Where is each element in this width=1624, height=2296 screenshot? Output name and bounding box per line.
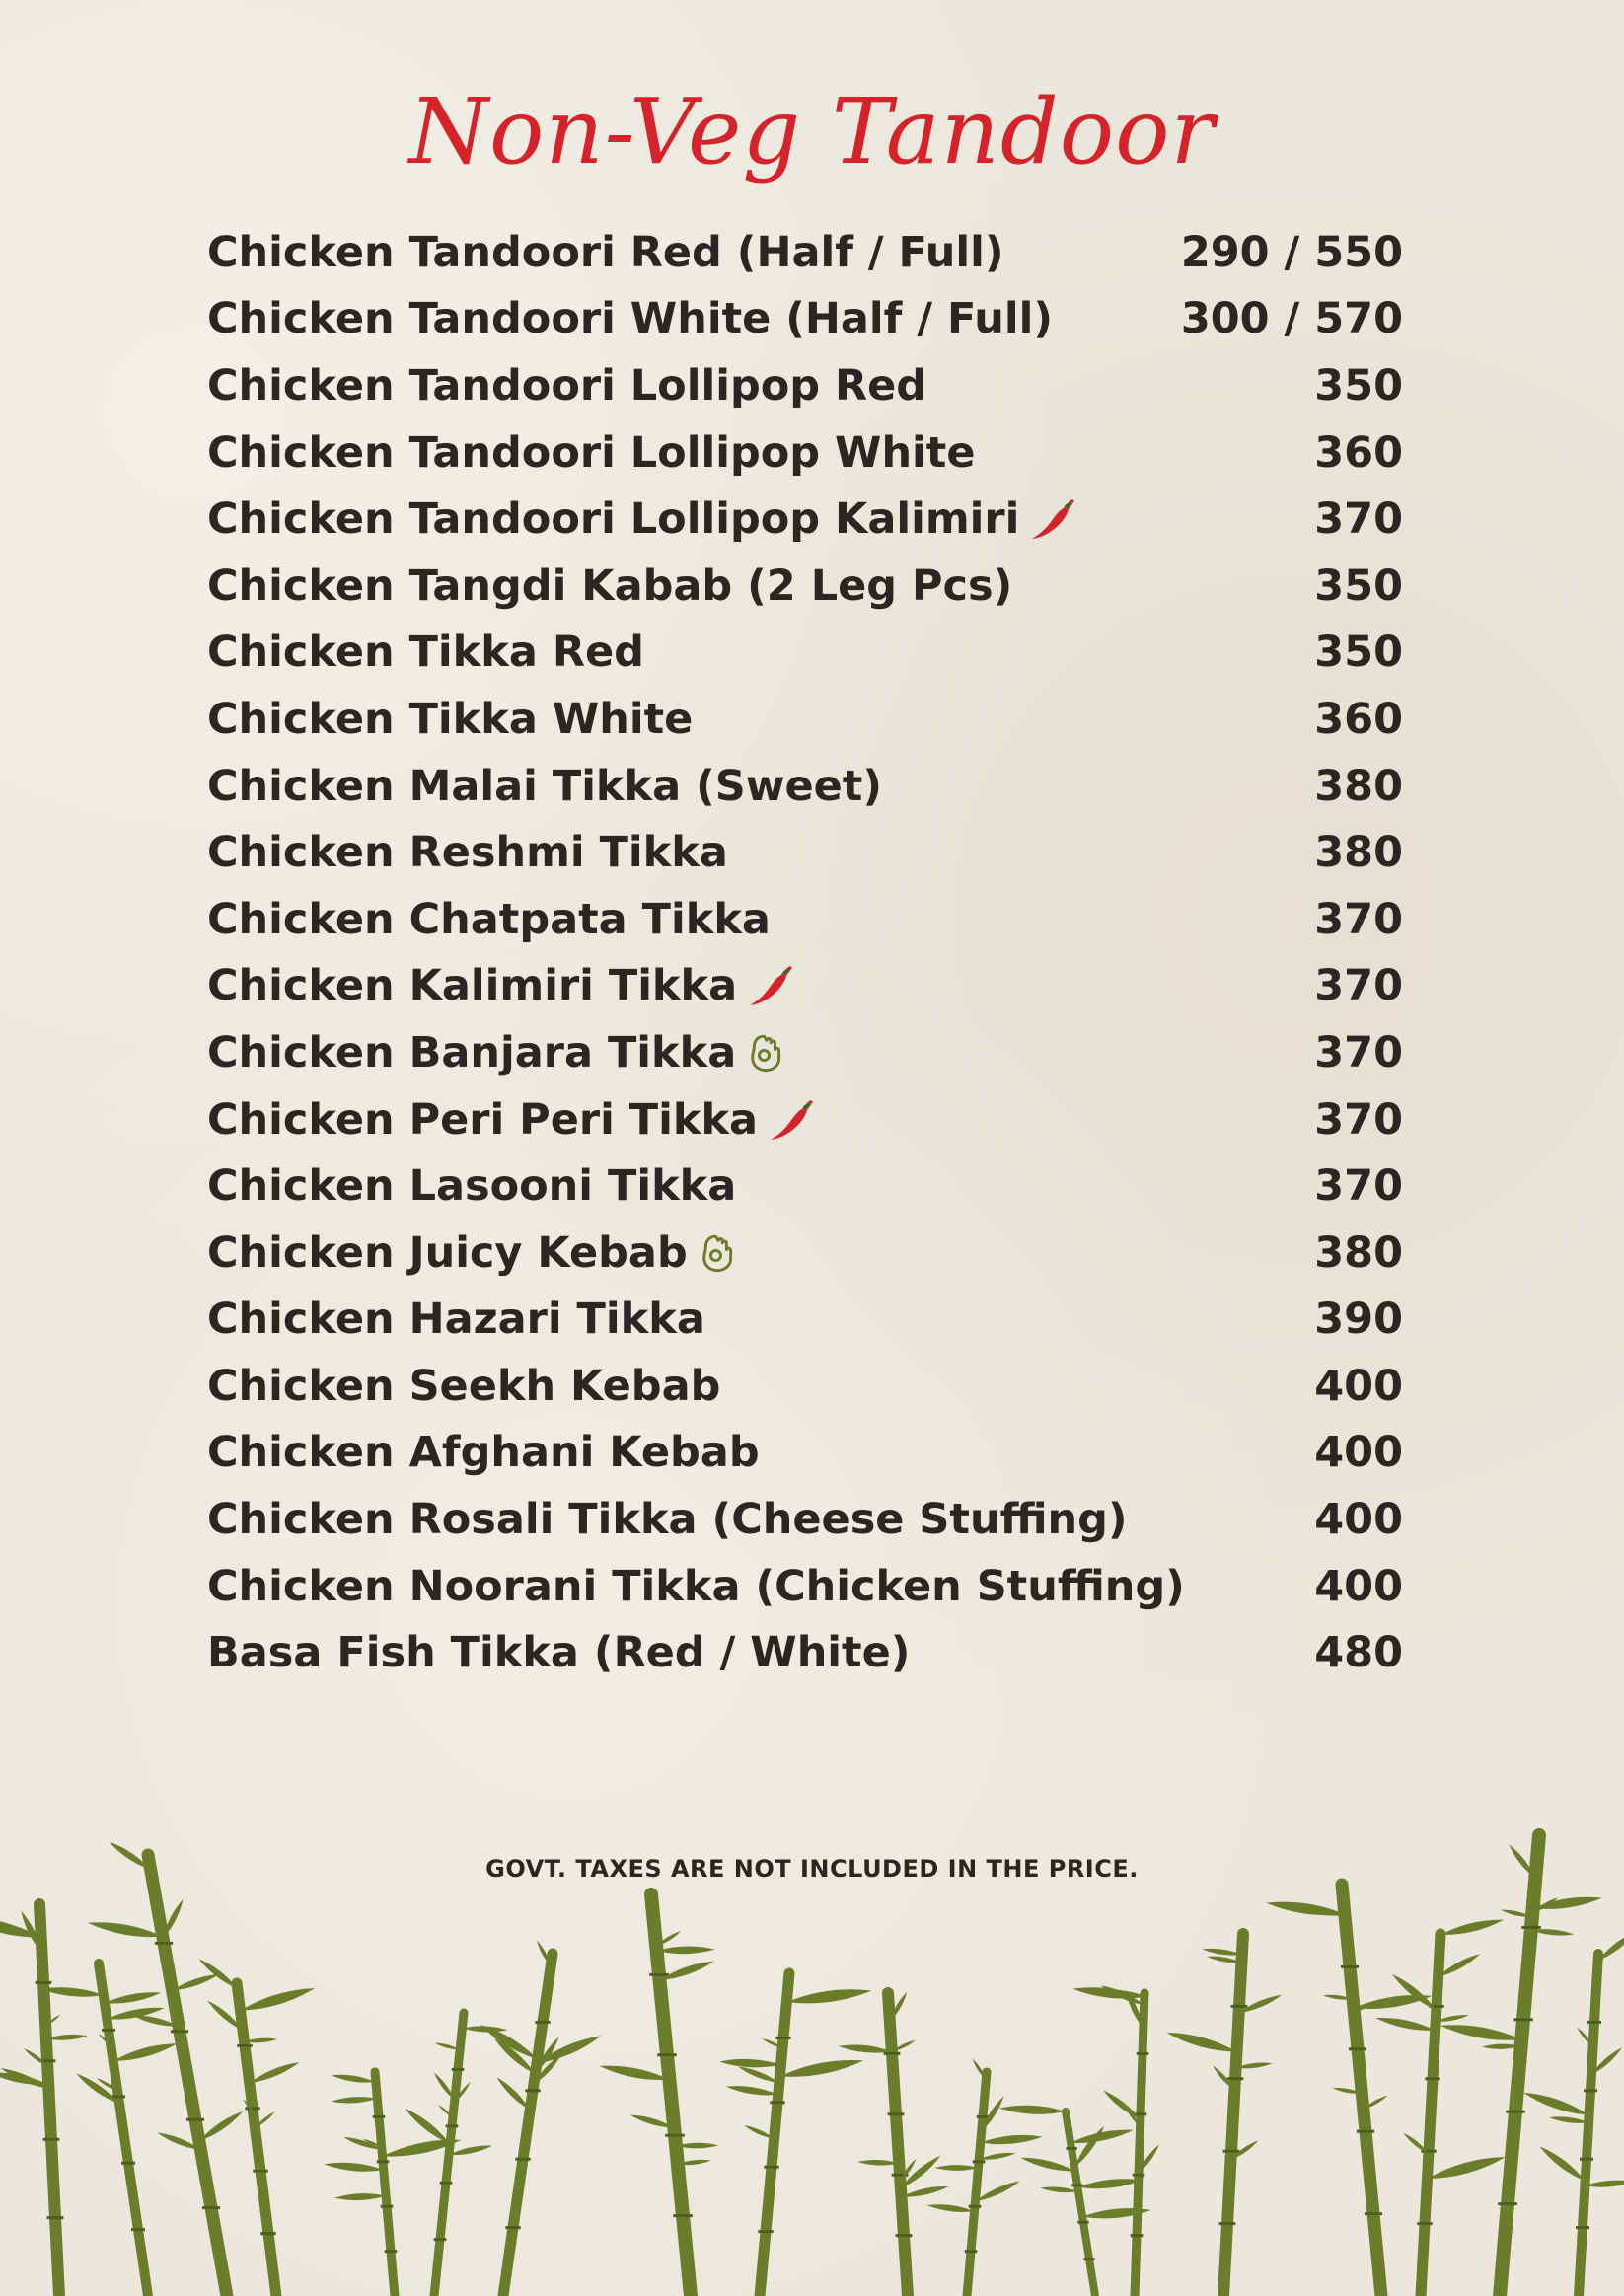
- bamboo-stalk: [503, 1954, 553, 2296]
- bamboo-leaf: [738, 2066, 779, 2083]
- menu-item-name-wrap: [207, 1428, 760, 1477]
- bamboo-leaf: [405, 2109, 450, 2144]
- menu-item-name-wrap: [207, 1362, 720, 1411]
- bamboo-leaf: [250, 2062, 300, 2083]
- menu-item-price: 370: [1314, 1027, 1403, 1077]
- menu-item: [207, 1086, 1403, 1153]
- menu-item-name: Chicken Tandoori White (Half / Full): [207, 294, 1053, 344]
- bamboo-leaf: [449, 2145, 492, 2155]
- menu-item-price: 370: [1314, 1161, 1403, 1212]
- bamboo-leaf: [324, 2163, 383, 2172]
- menu-item-name-wrap: [207, 561, 1012, 611]
- menu-item-name-wrap: [207, 1562, 1185, 1611]
- bamboo-leaf: [901, 2186, 948, 2197]
- bamboo-leaf: [434, 2072, 455, 2100]
- menu-item-name: Chicken Lasooni Tikka: [207, 1161, 737, 1212]
- menu-item-name-wrap: [207, 428, 976, 478]
- bamboo-leaf: [926, 2204, 974, 2212]
- bamboo-leaf: [981, 2135, 1043, 2144]
- bamboo-leaf: [1523, 2093, 1589, 2115]
- menu-item-price: 390: [1314, 1295, 1403, 1345]
- menu-item-price: 370: [1314, 961, 1403, 1011]
- bamboo-leaf: [599, 2066, 669, 2080]
- bamboo-stalk: [375, 2072, 395, 2296]
- menu-item-price: 380: [1314, 1227, 1403, 1278]
- bamboo-leaf: [1440, 2025, 1522, 2040]
- menu-item-name-wrap: [207, 361, 926, 410]
- bamboo-leaf: [857, 2160, 899, 2166]
- menu-item: [207, 753, 1403, 820]
- tax-note: GOVT. TAXES ARE NOT INCLUDED IN THE PRICE.: [485, 1855, 1139, 1883]
- bamboo-leaf: [1427, 2157, 1505, 2179]
- bamboo-stalk: [651, 1894, 691, 2296]
- bamboo-stalk: [1500, 1835, 1539, 2296]
- bamboo-stalk: [888, 1993, 908, 2296]
- menu-item-price: 380: [1314, 828, 1403, 878]
- chili-icon: [768, 1096, 817, 1144]
- menu-item-name: Chicken Tandoori Lollipop White: [207, 427, 976, 478]
- menu-item-price: 400: [1314, 1495, 1403, 1545]
- bamboo-stalk: [1421, 1934, 1440, 2296]
- bamboo-leaf: [1585, 2181, 1624, 2187]
- menu-item-name: Chicken Tandoori Lollipop Kalimiri: [207, 494, 1020, 545]
- chili-icon: [1029, 495, 1078, 543]
- bamboo-leaf: [198, 1959, 237, 1988]
- menu-item: [207, 953, 1403, 1020]
- menu-item-name: Chicken Tikka White: [207, 694, 694, 744]
- bamboo-leaf: [1375, 2018, 1435, 2031]
- menu-item-name-wrap: [207, 628, 644, 677]
- bamboo-leaf: [40, 1987, 103, 1996]
- menu-item-name: Chicken Kalimiri Tikka: [207, 961, 738, 1011]
- menu-item-name-wrap: [207, 228, 1004, 277]
- bamboo-stalk: [967, 2072, 987, 2296]
- menu-item-name-wrap: [207, 1095, 817, 1145]
- bamboo-leaf: [105, 1992, 161, 2003]
- menu-item-name-wrap: [207, 762, 882, 811]
- menu-item-price: 400: [1314, 1428, 1403, 1478]
- bamboo-leaf: [1440, 1920, 1505, 1935]
- bamboo-leaf: [163, 1899, 183, 1939]
- menu-item: [207, 553, 1403, 620]
- bamboo-leaf: [46, 2035, 88, 2040]
- menu-list: [207, 219, 1403, 1686]
- bamboo-stalk: [1135, 1993, 1144, 2296]
- menu-item-price: 400: [1314, 1561, 1403, 1611]
- menu-item-name-wrap: [207, 294, 1053, 343]
- menu-item: [207, 1420, 1403, 1487]
- bamboo-leaf: [113, 2043, 178, 2061]
- menu-item: [207, 886, 1403, 953]
- menu-item-price: 370: [1314, 494, 1403, 545]
- bamboo-leaf: [88, 1922, 163, 1937]
- bamboo-leaf: [975, 2181, 1019, 2201]
- bamboo-leaf: [657, 1946, 715, 1954]
- menu-item-name: Chicken Reshmi Tikka: [207, 828, 728, 878]
- menu-item: [207, 1152, 1403, 1220]
- menu-item-name: Chicken Banjara Tikka: [207, 1027, 737, 1077]
- menu-item-name-wrap: [207, 1161, 736, 1211]
- menu-item-name-wrap: [207, 1028, 795, 1077]
- bamboo-leaf: [107, 2008, 164, 2020]
- menu-item: [207, 1287, 1403, 1354]
- ok-hand-icon: [746, 1029, 795, 1076]
- menu-item-name: Chicken Afghani Kebab: [207, 1428, 760, 1478]
- menu-item-name-wrap: [207, 1495, 1128, 1544]
- bamboo-leaf: [1103, 2090, 1141, 2119]
- menu-title: Non-Veg Tandoor: [408, 79, 1216, 185]
- menu-item-price: 370: [1314, 894, 1403, 944]
- menu-item-price: 380: [1314, 761, 1403, 811]
- bamboo-leaf: [1539, 2146, 1585, 2181]
- menu-item-name-wrap: [207, 828, 728, 877]
- menu-item-name: Chicken Chatpata Tikka: [207, 894, 771, 944]
- menu-item: [207, 1019, 1403, 1086]
- ok-hand-icon: [698, 1229, 747, 1277]
- menu-item-price: 350: [1314, 560, 1403, 611]
- menu-item: [207, 286, 1403, 353]
- bamboo-leaf: [332, 2075, 376, 2083]
- menu-item: [207, 419, 1403, 486]
- bamboo-leaf: [343, 2137, 382, 2150]
- bamboo-leaf: [1074, 2126, 1104, 2168]
- bamboo-leaf: [1166, 2033, 1236, 2051]
- menu-item-name: Chicken Hazari Tikka: [207, 1295, 705, 1345]
- menu-item-price: 350: [1314, 360, 1403, 410]
- menu-item: [207, 1353, 1403, 1420]
- bamboo-leaf: [726, 2086, 778, 2095]
- menu-item-name: Chicken Tikka Red: [207, 628, 644, 678]
- menu-item-name-wrap: [207, 494, 1078, 544]
- bamboo-leaf: [173, 1974, 219, 1990]
- menu-item: [207, 1553, 1403, 1620]
- menu-item-name: Chicken Juicy Kebab: [207, 1227, 688, 1278]
- menu-item-price: 400: [1314, 1361, 1403, 1411]
- menu-item-name-wrap: [207, 961, 796, 1010]
- bamboo-leaf: [334, 2193, 386, 2200]
- menu-item-name: Chicken Peri Peri Tikka: [207, 1094, 759, 1145]
- menu-item-name-wrap: [207, 1295, 705, 1344]
- bamboo-leaf: [1598, 1931, 1624, 1961]
- menu-item-name: Chicken Tandoori Red (Half / Full): [207, 227, 1004, 277]
- menu-item-price: 350: [1314, 628, 1403, 678]
- menu-item-price: 480: [1314, 1628, 1403, 1678]
- menu-item-name-wrap: [207, 1228, 747, 1278]
- menu-item-price: 360: [1314, 694, 1403, 744]
- menu-item: [207, 1486, 1403, 1553]
- menu-item-price: 360: [1314, 427, 1403, 478]
- menu-item: [207, 485, 1403, 553]
- bamboo-leaf: [1077, 2179, 1142, 2188]
- bamboo-leaf: [496, 2077, 530, 2110]
- bamboo-leaf: [719, 2059, 781, 2067]
- bamboo-leaf: [1202, 1949, 1242, 1956]
- bamboo-leaf: [660, 1962, 715, 1980]
- menu-item-name-wrap: [207, 695, 693, 744]
- bamboo-leaf: [1040, 2186, 1078, 2192]
- menu-item: [207, 1220, 1403, 1287]
- bamboo-stalk: [148, 1855, 227, 2296]
- bamboo-stalk: [1579, 1954, 1598, 2296]
- bamboo-leaf: [934, 2165, 978, 2171]
- chili-icon: [747, 962, 796, 1009]
- menu-item: [207, 819, 1403, 886]
- bamboo-leaf: [1533, 1897, 1602, 1909]
- bamboo-stalk: [1223, 1934, 1243, 2296]
- bamboo-leaf: [1020, 2158, 1074, 2172]
- bamboo-leaf: [241, 1988, 316, 2011]
- bamboo-stalk: [39, 1904, 59, 2296]
- bamboo-leaf: [331, 2097, 377, 2103]
- menu-item: [207, 620, 1403, 687]
- bamboo-leaf: [1070, 2130, 1134, 2143]
- menu-item: [207, 686, 1403, 753]
- menu-item-price: 290 / 550: [1180, 227, 1403, 277]
- bamboo-leaf: [1549, 2116, 1588, 2122]
- menu-item-price: 370: [1314, 1094, 1403, 1145]
- bamboo-leaf: [1266, 1902, 1345, 1916]
- bamboo-leaf: [979, 2153, 1015, 2160]
- bamboo-leaf: [786, 1989, 871, 2003]
- menu-item: [207, 352, 1403, 419]
- menu-item-name: Chicken Seekh Kebab: [207, 1361, 721, 1411]
- menu-item-name: Chicken Noorani Tikka (Chicken Stuffing): [207, 1561, 1185, 1611]
- menu-item-name-wrap: [207, 895, 771, 944]
- menu-item-name: Chicken Malai Tikka (Sweet): [207, 761, 882, 811]
- bamboo-leaf: [999, 2106, 1066, 2114]
- bamboo-leaf: [779, 2060, 863, 2077]
- bamboo-leaf: [199, 2111, 244, 2141]
- menu-item-name: Chicken Tangdi Kabab (2 Leg Pcs): [207, 560, 1013, 611]
- menu-item-name: Chicken Tandoori Lollipop Red: [207, 360, 927, 410]
- menu-item-name: Basa Fish Tikka (Red / White): [207, 1628, 911, 1678]
- menu-item: [207, 219, 1403, 286]
- menu-item: [207, 1619, 1403, 1686]
- menu-item-name: Chicken Rosali Tikka (Cheese Stuffing): [207, 1495, 1128, 1545]
- bamboo-stalk: [237, 1983, 276, 2296]
- bamboo-leaf: [838, 2044, 892, 2052]
- menu-item-name-wrap: [207, 1628, 910, 1677]
- menu-item-price: 300 / 570: [1180, 294, 1403, 344]
- bamboo-illustration: [0, 1815, 1624, 2296]
